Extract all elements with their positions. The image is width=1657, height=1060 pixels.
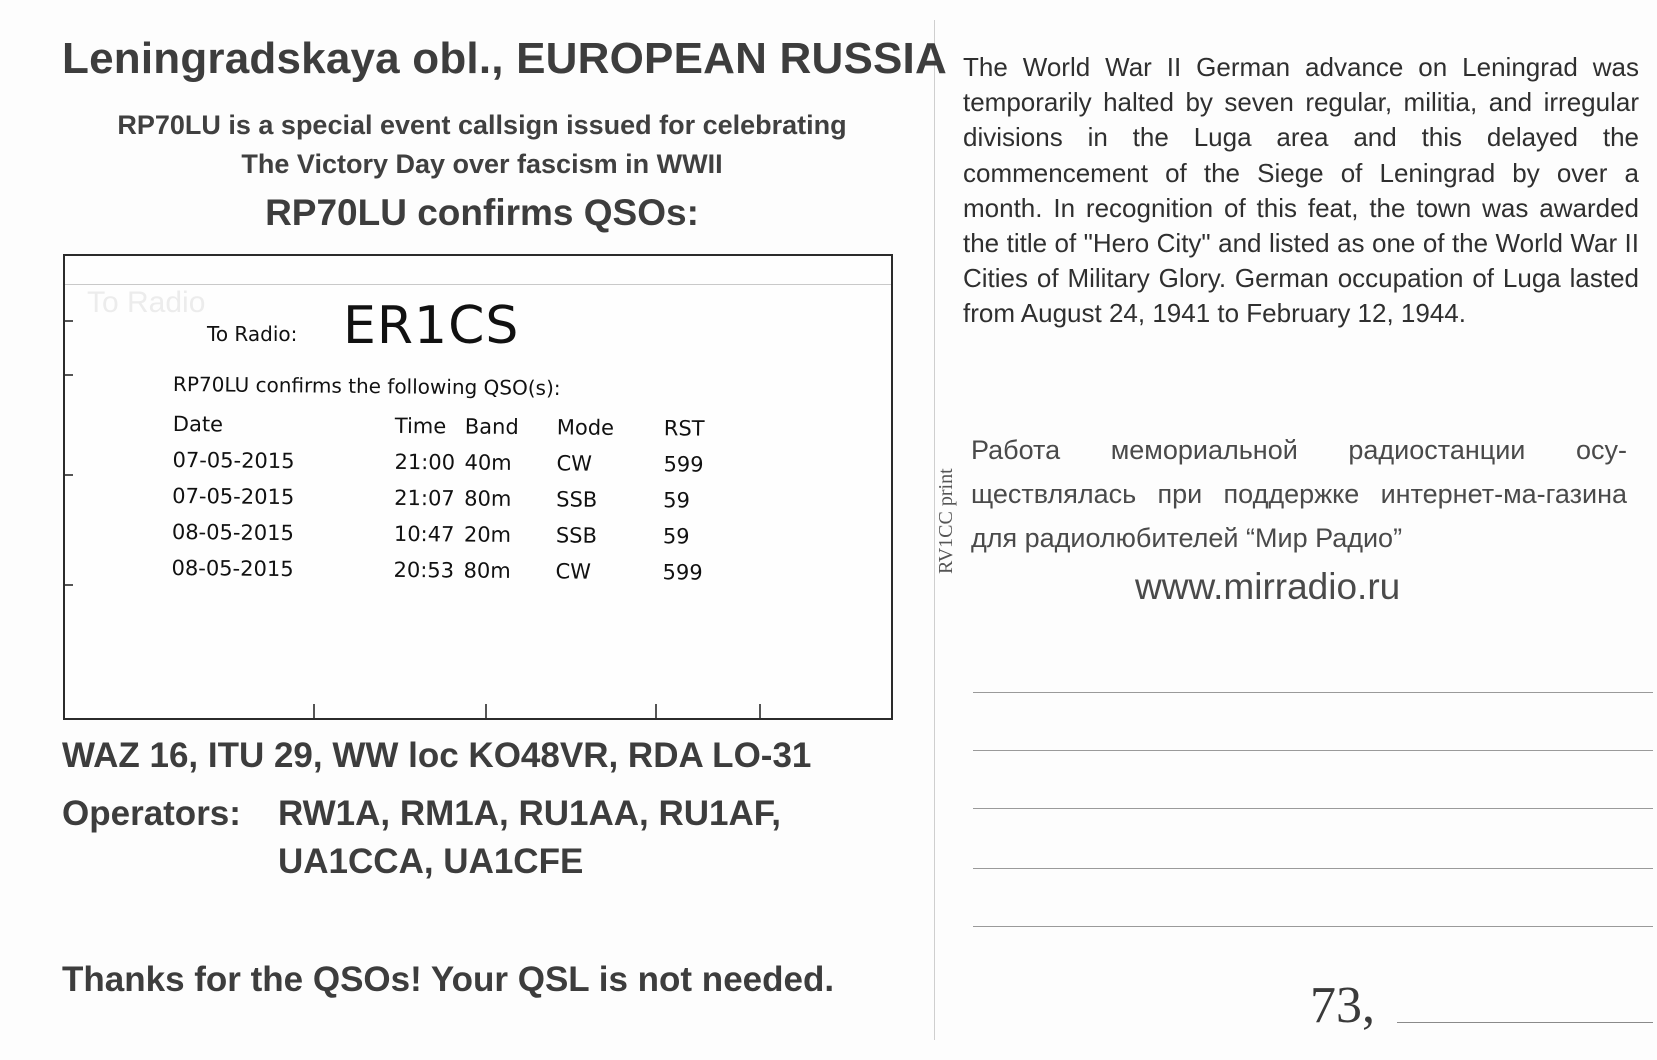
col-rst: RST — [663, 416, 705, 441]
signature-prefix: 73, — [1310, 977, 1375, 1034]
qso-mode: SSB — [556, 487, 598, 512]
box-tick — [63, 374, 73, 376]
operators-line-2: UA1CCA, UA1CFE — [278, 842, 584, 881]
qso-rst: 59 — [663, 488, 691, 513]
col-mode: Mode — [556, 415, 615, 440]
sponsor-text — [971, 428, 1627, 560]
box-tick — [63, 584, 73, 586]
confirm-line: RP70LU confirms the following QSO(s): — [172, 372, 561, 401]
qso-band: 80m — [464, 486, 512, 511]
qso-mode: CW — [555, 559, 592, 584]
box-bottom-tick — [313, 704, 315, 718]
qso-band: 80m — [463, 558, 511, 583]
writing-line — [973, 808, 1653, 809]
qso-table-header — [173, 406, 733, 447]
box-tick — [63, 320, 73, 322]
zones-line: WAZ 16, ITU 29, WW loc KO48VR, RDA LO-31 — [62, 736, 812, 775]
to-callsign: ER1CS — [343, 296, 520, 356]
special-event-line-2: The Victory Day over fascism in WWII — [241, 149, 723, 179]
confirms-heading: RP70LU confirms QSOs: — [265, 192, 699, 233]
to-radio-label: To Radio: — [207, 322, 298, 346]
right-panel — [935, 0, 1657, 1060]
qso-time: 21:00 — [394, 449, 456, 475]
box-bottom-tick — [759, 704, 761, 718]
qso-mode: SSB — [555, 523, 598, 548]
qso-date: 08-05-2015 — [171, 519, 295, 546]
history-text — [963, 50, 1639, 332]
qso-time: 20:53 — [393, 557, 455, 583]
qso-mode: CW — [556, 451, 593, 476]
col-date: Date — [172, 411, 224, 437]
qso-date: 07-05-2015 — [172, 483, 295, 510]
qso-table — [171, 406, 733, 591]
operators-line-1: RW1A, RM1A, RU1AA, RU1AF, — [278, 794, 782, 833]
box-bottom-tick — [655, 704, 657, 718]
qso-label-box — [63, 254, 893, 720]
qso-row — [172, 478, 732, 519]
qso-band: 40m — [464, 450, 512, 475]
operators-label: Operators: — [62, 794, 241, 833]
qso-date: 07-05-2015 — [172, 447, 295, 474]
qso-time: 21:07 — [394, 485, 455, 511]
qso-rst: 59 — [662, 524, 690, 549]
region-heading: Leningradskaya obl., EUROPEAN RUSSIA — [62, 34, 947, 83]
col-time: Time — [394, 413, 447, 439]
qso-rst: 599 — [662, 560, 703, 585]
writing-line — [973, 868, 1653, 869]
special-event-line-1: RP70LU is a special event callsign issued for celebrating — [117, 110, 847, 140]
sponsor-paragraph: Работа мемориальной радиостанции осу-ществлялась при поддержке интернет-ма-газина для радиолюбителей “Мир Радио” — [971, 435, 1627, 553]
box-tick — [63, 474, 73, 476]
writing-line — [973, 750, 1653, 751]
qso-date: 08-05-2015 — [171, 555, 294, 582]
print-mark-area — [935, 468, 965, 724]
special-event-text — [62, 106, 902, 184]
qso-band: 20m — [463, 522, 512, 547]
qso-rst: 599 — [663, 452, 704, 477]
sponsor-url: www.mirradio.ru — [1135, 566, 1401, 607]
qso-time: 10:47 — [393, 521, 455, 547]
signature-line — [1397, 1022, 1653, 1023]
qso-row — [171, 550, 731, 591]
writing-line — [973, 926, 1653, 927]
printer-mark: RV1CC print — [935, 468, 957, 574]
history-paragraph: The World War II German advance on Leningrad was temporarily halted by seven regular, militia, and irregular divisions in the Luga area and this delayed the commencement of the Siege of Leningrad by over a month. In recognition of this feat, the town was awarded the title of "Hero City" and listed as one of the World War II Cities of Military Glory. German occupation of Luga lasted from August 24, 1941 to February 12, 1944. — [963, 52, 1639, 329]
faint-rule — [65, 284, 891, 285]
col-band: Band — [464, 414, 519, 440]
thanks-line: Thanks for the QSOs! Your QSL is not needed. — [62, 960, 835, 999]
qso-row — [172, 442, 732, 483]
faint-preprint-text: To Radio — [87, 286, 206, 319]
writing-line — [973, 692, 1653, 693]
qso-row — [172, 514, 732, 555]
box-bottom-tick — [485, 704, 487, 718]
